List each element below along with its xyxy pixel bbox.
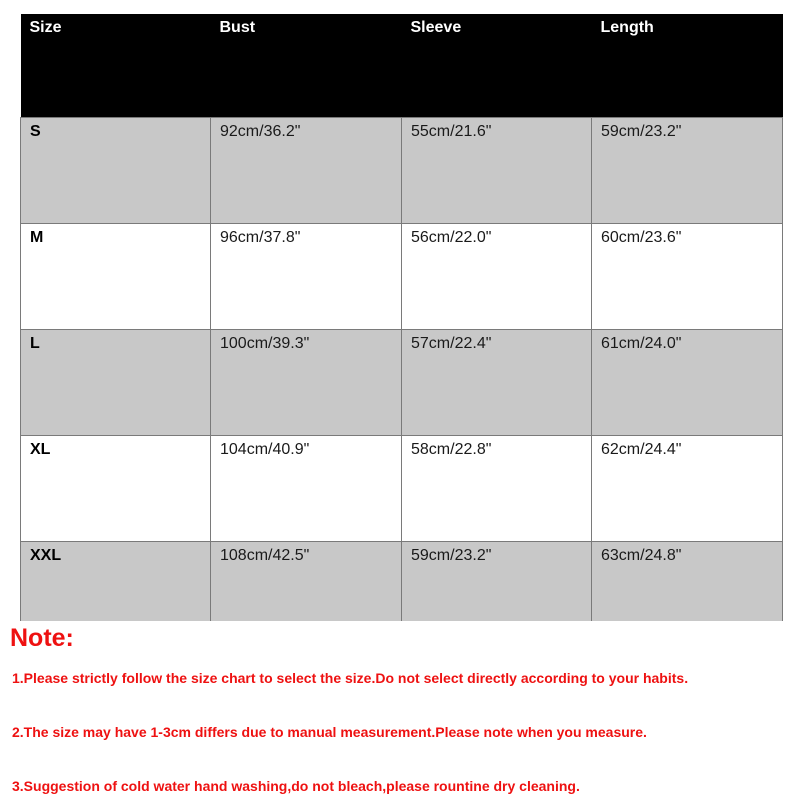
column-header-length: Length [592, 14, 783, 117]
column-header-size: Size [21, 14, 211, 117]
sleeve-cell: 59cm/23.2" [402, 541, 592, 621]
length-cell: 60cm/23.6" [592, 223, 783, 329]
length-cell: 63cm/24.8" [592, 541, 783, 621]
length-cell: 61cm/24.0" [592, 329, 783, 435]
note-title: Note: [10, 624, 74, 652]
note-line-measurement: 2.The size may have 1-3cm differs due to manual measurement.Please note when you measure. [12, 724, 647, 740]
sleeve-cell: 56cm/22.0" [402, 223, 592, 329]
size-cell: L [21, 329, 211, 435]
note-line-washing: 3.Suggestion of cold water hand washing,do not bleach,please rountine dry cleaning. [12, 778, 580, 794]
table-row [21, 117, 783, 223]
size-chart-table [20, 14, 783, 621]
sleeve-cell: 58cm/22.8" [402, 435, 592, 541]
bust-cell: 100cm/39.3" [211, 329, 402, 435]
bust-cell: 96cm/37.8" [211, 223, 402, 329]
bust-cell: 92cm/36.2" [211, 117, 402, 223]
table-row [21, 435, 783, 541]
size-cell: XXL [21, 541, 211, 621]
bust-cell: 104cm/40.9" [211, 435, 402, 541]
sleeve-cell: 57cm/22.4" [402, 329, 592, 435]
size-cell: S [21, 117, 211, 223]
bust-cell: 108cm/42.5" [211, 541, 402, 621]
length-cell: 59cm/23.2" [592, 117, 783, 223]
size-cell: M [21, 223, 211, 329]
table-row [21, 329, 783, 435]
size-cell: XL [21, 435, 211, 541]
length-cell: 62cm/24.4" [592, 435, 783, 541]
column-header-bust: Bust [211, 14, 402, 117]
note-line-size-chart: 1.Please strictly follow the size chart to select the size.Do not select directly according to your habits. [12, 670, 689, 686]
table-row [21, 223, 783, 329]
table-row [21, 541, 783, 621]
column-header-sleeve: Sleeve [402, 14, 592, 117]
sleeve-cell: 55cm/21.6" [402, 117, 592, 223]
table-header-row [21, 14, 783, 117]
